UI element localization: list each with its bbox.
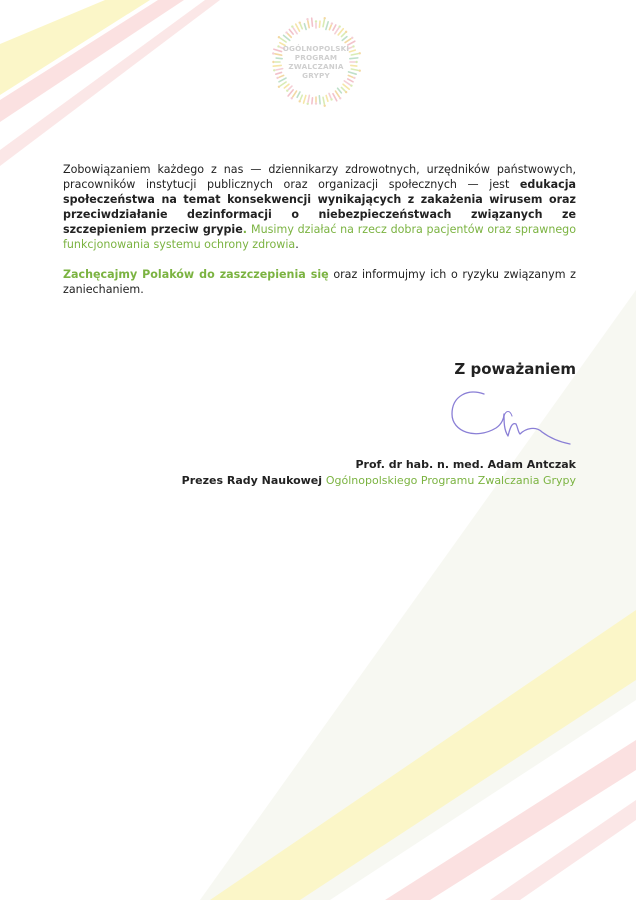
logo-ring-stroke bbox=[300, 24, 302, 29]
logo-ring-stroke bbox=[289, 30, 293, 35]
p2-text: oraz informujmy ich o ryzyku związanym z zaniechaniem. bbox=[63, 267, 576, 296]
closing-salutation: Z poważaniem bbox=[454, 360, 576, 378]
logo-ring-stroke bbox=[312, 18, 313, 26]
logo-ring-stroke bbox=[335, 28, 339, 34]
logo-ring-stroke bbox=[288, 86, 292, 90]
logo-ring-stroke bbox=[288, 34, 292, 38]
p1-dot: . bbox=[242, 223, 252, 237]
logo-ring-stroke bbox=[326, 95, 328, 101]
logo-ring-stroke bbox=[296, 24, 300, 31]
logo-ring-stroke bbox=[345, 39, 351, 43]
logo-ring-dot bbox=[324, 17, 326, 19]
logo-ring-stroke bbox=[308, 95, 309, 102]
p1-bold-education: edukacja społeczeństwa na temat konsekwencji wynikających z zakażenia wirusem oraz przeciwdziałanie dezinformacji o niebezpieczeństwach związanych ze szczepieniem przeciw grypie bbox=[63, 178, 576, 237]
logo-ring-dot bbox=[345, 91, 347, 93]
logo-ring-dot bbox=[285, 31, 287, 33]
logo-ring-stroke bbox=[319, 96, 320, 104]
logo-ring-dot bbox=[345, 31, 347, 33]
logo-ring-dot bbox=[331, 22, 333, 24]
logo-line: GRYPY bbox=[302, 71, 330, 80]
logo-ring-stroke bbox=[293, 28, 297, 34]
logo-ring-dot bbox=[278, 86, 280, 88]
program-logo-text bbox=[266, 44, 366, 80]
logo-ring-dot bbox=[324, 105, 326, 107]
logo-ring-stroke bbox=[304, 95, 306, 103]
logo-ring-dot bbox=[306, 18, 308, 20]
logo-ring-stroke bbox=[308, 21, 309, 28]
logo-ring-stroke bbox=[288, 90, 293, 96]
signer-role bbox=[182, 474, 576, 487]
logo-ring-dot bbox=[330, 98, 332, 100]
logo-ring-stroke bbox=[342, 37, 347, 41]
logo-ring-dot bbox=[351, 37, 353, 39]
logo-ring-dot bbox=[278, 36, 280, 38]
logo-line: PROGRAM bbox=[294, 53, 338, 62]
logo-ring-stroke bbox=[284, 35, 290, 40]
paragraph-1 bbox=[63, 162, 576, 253]
logo-ring-dot bbox=[291, 25, 293, 27]
stripe-top-yellow bbox=[0, 0, 150, 95]
logo-ring-stroke bbox=[335, 91, 339, 97]
signer-name: Prof. dr hab. n. med. Adam Antczak bbox=[355, 458, 576, 471]
logo-ring-stroke bbox=[329, 93, 331, 98]
logo-ring-dot bbox=[306, 103, 308, 105]
logo-ring-stroke bbox=[312, 98, 313, 104]
logo-ring-stroke bbox=[329, 25, 331, 30]
logo-line: ZWALCZANIA bbox=[288, 62, 344, 71]
logo-ring-stroke bbox=[323, 20, 324, 27]
logo-ring-stroke bbox=[333, 94, 337, 101]
logo-ring-stroke bbox=[280, 82, 286, 86]
logo-ring-stroke bbox=[300, 95, 302, 100]
logo-ring-stroke bbox=[293, 91, 297, 97]
handwritten-signature bbox=[446, 388, 576, 450]
logo-ring-dot bbox=[291, 97, 293, 99]
logo-ring-stroke bbox=[280, 38, 286, 42]
p2-green-encourage: Zachęcajmy Polaków do zaszczepienia się bbox=[63, 267, 329, 281]
logo-ring-dot bbox=[315, 20, 317, 22]
logo-ring-dot bbox=[339, 97, 341, 99]
p1-end: . bbox=[295, 238, 299, 252]
logo-ring-stroke bbox=[304, 24, 306, 30]
logo-ring-dot bbox=[315, 102, 317, 104]
logo-ring-dot bbox=[286, 90, 288, 92]
p1-text: Zobowiązaniem każdego z nas — dziennikarzy zdrowotnych, urzędników państwowych, pracowników instytucji publicznych oraz organizacji społecznych — jest bbox=[63, 163, 576, 192]
paragraph-2 bbox=[63, 267, 576, 297]
logo-ring-stroke bbox=[338, 88, 342, 93]
logo-line: OGÓLNOPOLSKI bbox=[282, 44, 350, 53]
logo-ring-stroke bbox=[319, 21, 320, 27]
logo-ring-stroke bbox=[284, 84, 289, 88]
logo-ring-stroke bbox=[338, 29, 343, 35]
logo-ring-stroke bbox=[326, 22, 328, 30]
logo-ring-stroke bbox=[333, 25, 336, 30]
logo-ring-stroke bbox=[341, 33, 345, 37]
logo-ring-stroke bbox=[343, 84, 349, 89]
logo-ring-dot bbox=[298, 100, 300, 102]
logo-ring-stroke bbox=[344, 81, 350, 85]
logo-ring-dot bbox=[298, 21, 300, 23]
logo-ring-dot bbox=[350, 84, 352, 86]
logo-ring-dot bbox=[338, 25, 340, 27]
logo-ring-stroke bbox=[341, 87, 345, 91]
logo-ring-stroke bbox=[297, 92, 300, 97]
p1-green-must-act: Musimy działać na rzecz dobra pacjentów oraz sprawnego funkcjonowania systemu ochrony zdrowia bbox=[63, 223, 577, 252]
logo-ring-stroke bbox=[323, 97, 324, 104]
signer-role-prefix: Prezes Rady Naukowej bbox=[181, 474, 326, 487]
signer-role-org: Ogólnopolskiego Programu Zwalczania Grypy bbox=[325, 474, 576, 487]
letter-body bbox=[63, 162, 576, 297]
